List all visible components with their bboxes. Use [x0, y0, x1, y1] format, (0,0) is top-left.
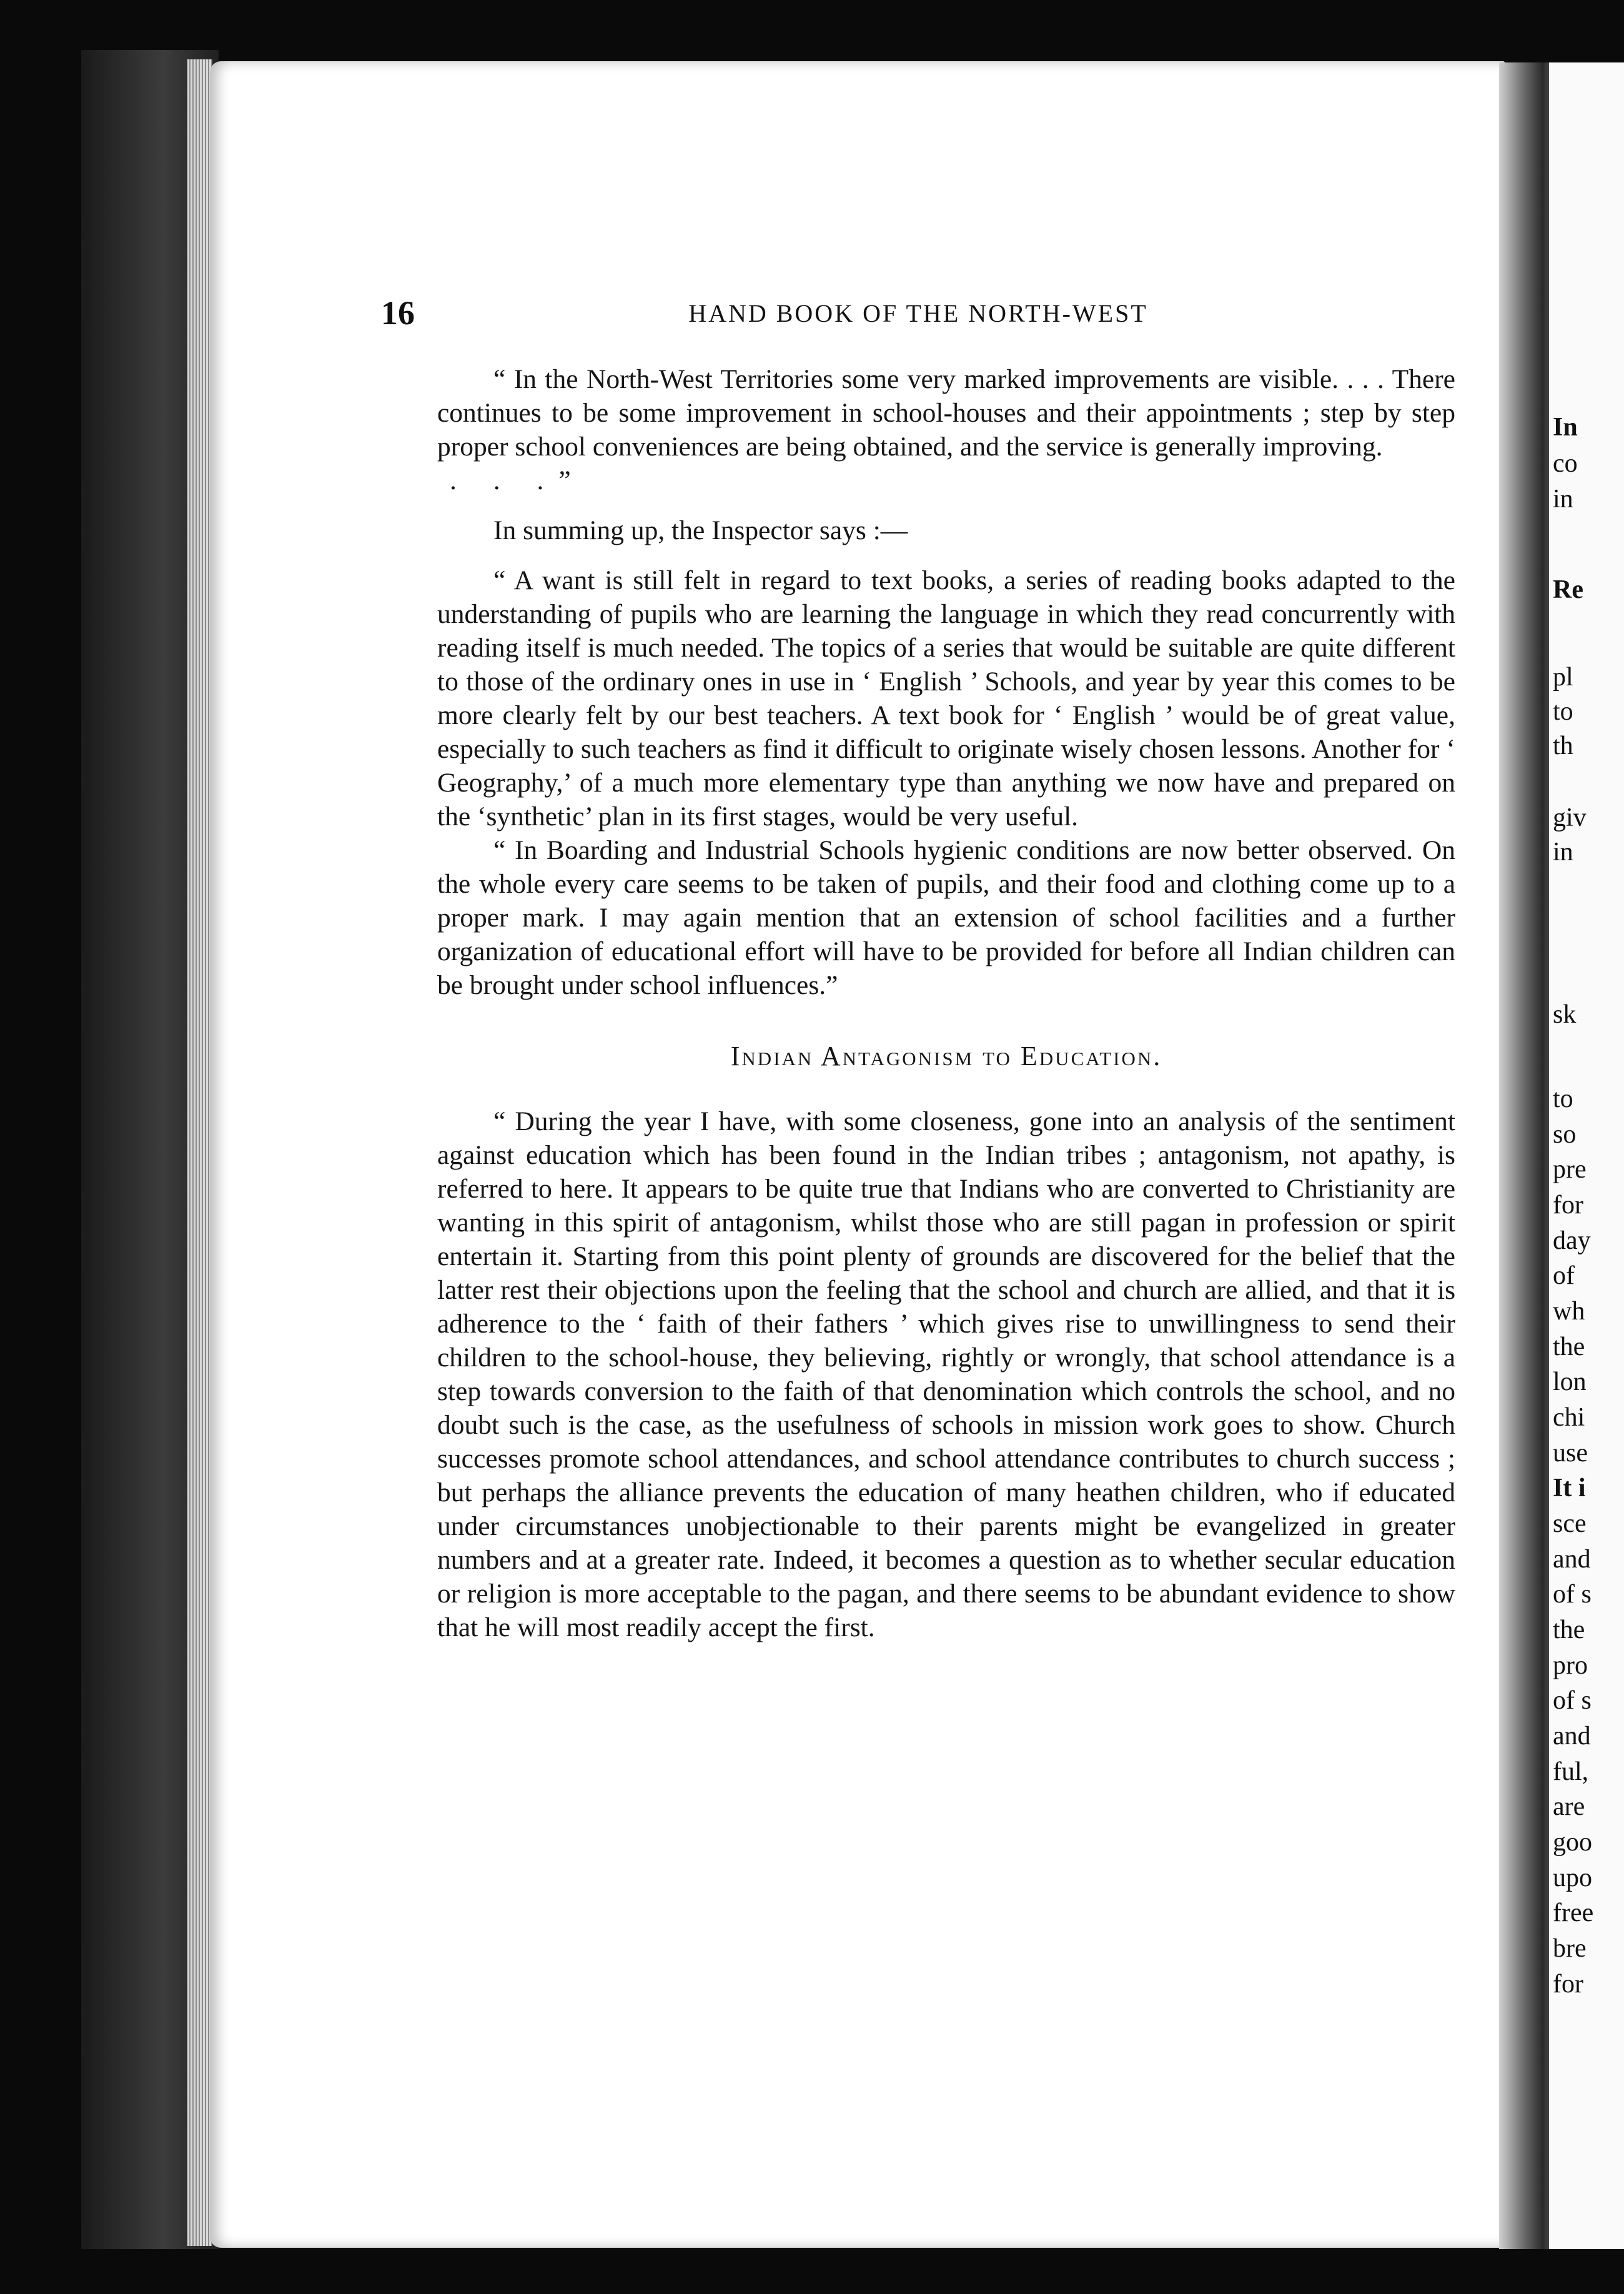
facing-page-fragment: of s [1553, 1686, 1592, 1715]
paragraph: “ A want is still felt in regard to text books, a series of reading books adapted to the understanding of pupils who are learning the language in which they read concurrently with reading itself is much needed. The topics of a series that would be suitable are quite different to those of the ordinary ones in use in ‘ English ’ Schools, and year by year this comes to be more clearly felt by our best teachers. A text book for ‘ English ’ would be of great value, especially to such teachers as find it difficult to originate wisely chosen lessons. Another for ‘ Geography,’ of a much more elementary type than anything we now have and prepared on the ‘synthetic’ plan in its first stages, would be very useful. [437, 565, 1455, 832]
facing-page-fragment: co [1553, 449, 1578, 478]
facing-page-fragment: day [1553, 1226, 1591, 1255]
paragraph: “ During the year I have, with some closeness, gone into an analysis of the sentiment against education which has been found in the Indian tribes ; antagonism, not apathy, is referred to here. It appears to be quite true that Indians who are converted to Christianity are wanting in this spirit of antagonism, whilst those who are still pagan in profession or spirit entertain it. Starting from this point plenty of grounds are discovered for the belief that the latter rest their objections upon the feeling that the school and church are allied, and that it is adherence to the ‘ faith of their fathers ’ which gives rise to unwillingness to send their children to the school-house, they believing, rightly or wrongly, that school attendance is a step towards conversion to the faith of that denomination which controls the school, and no doubt such is the case, as the usefulness of schools in mission work goes to show. Church successes promote school attendances, and school attendance contributes to church success ; but perhaps the alliance prevents the education of many heathen children, who if educated under circumstances unobjectionable to their parents might be evangelized in greater numbers and at a greater rate. Indeed, it becomes a question as to whether secular education or religion is more acceptable to the pagan, and there seems to be abundant evidence to show that he will most readily accept the first. [437, 1106, 1455, 1642]
facing-page-fragment: pro [1553, 1651, 1588, 1680]
facing-page-fragment: are [1553, 1792, 1585, 1821]
facing-page-fragment: pre [1553, 1155, 1587, 1184]
facing-page-fragment: in [1553, 485, 1573, 514]
paragraph: In summing up, the Inspector says :— [493, 515, 908, 545]
running-head [381, 294, 1455, 337]
facing-page-fragment: bre [1553, 1934, 1587, 1963]
page-edges [187, 59, 212, 2246]
facing-page-fragment: pl [1553, 663, 1573, 692]
facing-page-fragment: the [1553, 1333, 1585, 1361]
facing-page-fragment: and [1553, 1545, 1591, 1574]
facing-page-fragment: the [1553, 1616, 1585, 1644]
facing-page-fragment: Re [1553, 575, 1583, 604]
running-title: HAND BOOK OF THE NORTH-WEST [688, 299, 1148, 327]
facing-page-fragment: sce [1553, 1509, 1587, 1538]
facing-page-fragment: and [1553, 1722, 1591, 1750]
facing-page-fragment: th [1553, 732, 1573, 760]
facing-page-fragment: ful, [1553, 1757, 1589, 1786]
facing-page-fragment: goo [1553, 1828, 1592, 1857]
facing-page-fragment: chi [1553, 1403, 1585, 1432]
facing-page-fragment: giv [1553, 803, 1587, 832]
facing-page-fragment: to [1553, 697, 1573, 726]
facing-page-fragment: In [1553, 413, 1578, 442]
facing-page-fragment: wh [1553, 1297, 1585, 1326]
section-heading: Indian Antagonism to Education. [730, 1041, 1162, 1071]
facing-page-fragment: to [1553, 1085, 1573, 1113]
facing-page-fragment: sk [1553, 1000, 1577, 1029]
facing-page-fragment: lon [1553, 1368, 1587, 1396]
paragraph: “ In Boarding and Industrial Schools hygienic conditions are now better observed. On the whole every care seems to be taken of pupils, and their food and clothing come up to a proper mark. I may again mention that an extension of school facilities and a further organization of educational effort will have to be provided for before all Indian children can be brought under school influences.” [437, 835, 1455, 1000]
facing-page-fragment: of [1553, 1261, 1575, 1290]
facing-page-fragment: free [1553, 1899, 1594, 1927]
page-number: 16 [381, 294, 415, 332]
facing-page-fragment: for [1553, 1191, 1583, 1219]
facing-page-fragment: in [1553, 838, 1573, 866]
facing-page-fragment: It i [1553, 1474, 1586, 1502]
facing-page-fragment: so [1553, 1120, 1577, 1149]
paragraph: “ In the North-West Territories some very marked improvements are visible. . . . There continues to be some improvement in school-houses and their appointments ; step by step proper school conveniences are being obtained, and the service is generally improving. [437, 364, 1455, 462]
facing-page-fragment: upo [1553, 1864, 1592, 1892]
facing-page-fragment: of s [1553, 1580, 1592, 1609]
facing-page-fragment: for [1553, 1970, 1583, 1999]
ellipsis-line: . . .” [450, 465, 586, 495]
facing-page-fragment: use [1553, 1439, 1588, 1467]
body-text [437, 362, 1455, 1644]
